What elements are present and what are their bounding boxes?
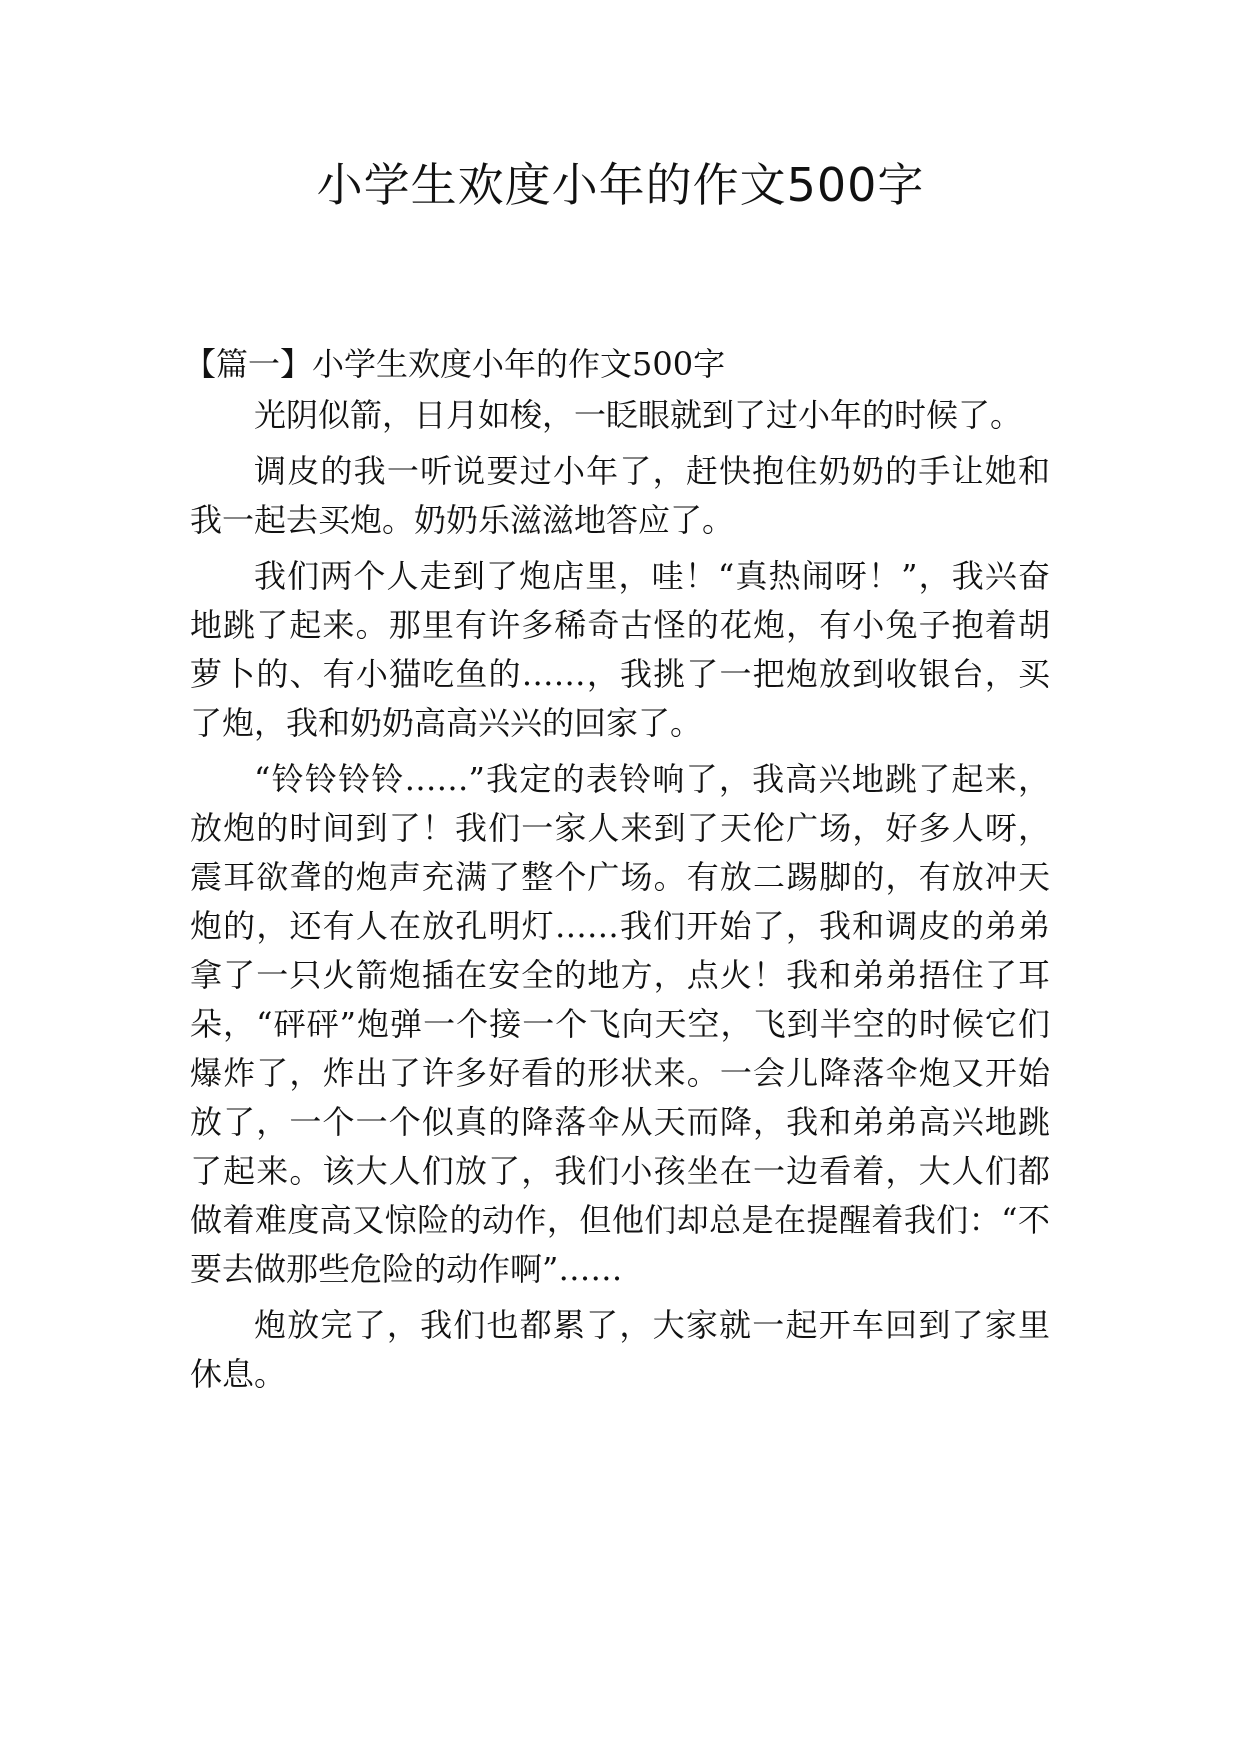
paragraph-2: 调皮的我一听说要过小年了，赶快抱住奶奶的手让她和我一起去买炮。奶奶乐滋滋地答应了。 (190, 452, 1050, 539)
document-title: 小学生欢度小年的作文500字 (316, 158, 925, 212)
paragraph-4: “铃铃铃铃……”我定的表铃响了，我高兴地跳了起来，放炮的时间到了！我们一家人来到了天伦广场，好多人呀，震耳欲聋的炮声充满了整个广场。有放二踢脚的，有放冲天炮的，还有人在放孔明灯……我们开始了，我和调皮的弟弟拿了一只火箭炮插在安全的地方，点火！我和弟弟捂住了耳朵，“砰砰”炮弹一个接一个飞向天空，飞到半空的时候它们爆炸了，炸出了许多好看的形状来。一会儿降落伞炮又开始放了，一个一个似真的降落伞从天而降，我和弟弟高兴地跳了起来。该大人们放了，我们小孩坐在一边看着，大人们都做着难度高又惊险的动作，但他们却总是在提醒着我们：“不要去做那些危险的动作啊”…… (190, 760, 1050, 1288)
document-body (184, 340, 1050, 1399)
paragraph-5: 炮放完了，我们也都累了，大家就一起开车回到了家里休息。 (190, 1306, 1050, 1393)
paragraph-3: 我们两个人走到了炮店里，哇！“真热闹呀！”，我兴奋地跳了起来。那里有许多稀奇古怪的花炮，有小兔子抱着胡萝卜的、有小猫吃鱼的……，我挑了一把炮放到收银台，买了炮，我和奶奶高高兴兴的回家了。 (190, 557, 1050, 742)
section-heading: 【篇一】小学生欢度小年的作文500字 (184, 345, 726, 383)
paragraph-1: 光阴似箭，日月如梭，一眨眼就到了过小年的时候了。 (254, 396, 1023, 434)
